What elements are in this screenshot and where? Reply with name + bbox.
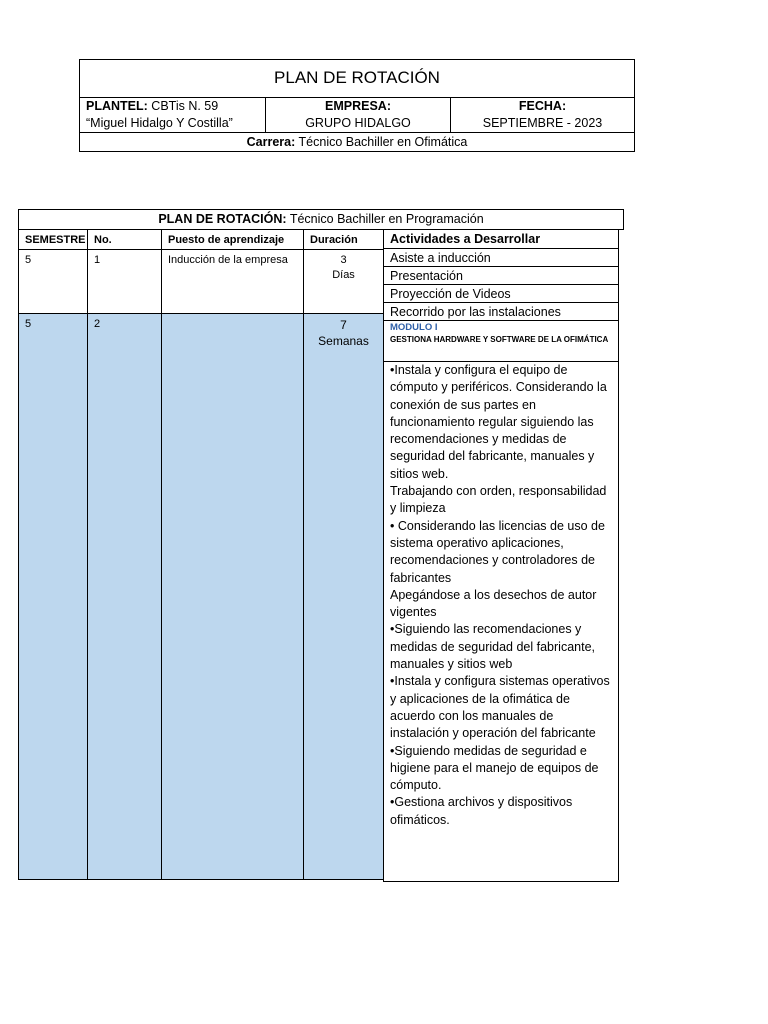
modulo-subtitle: GESTIONA HARDWARE Y SOFTWARE DE LA OFIMÁTICA xyxy=(390,335,609,344)
row1-duracion-cell xyxy=(303,249,384,314)
row2-duracion-cell xyxy=(303,313,384,880)
row1-puesto-cell xyxy=(161,249,304,314)
column-header-label: SEMESTRE xyxy=(25,234,86,246)
activity-item xyxy=(383,266,619,285)
fecha-label: FECHA: xyxy=(518,99,567,113)
document-title: PLAN DE ROTACIÓN xyxy=(274,68,440,87)
row2-puesto-cell xyxy=(161,313,304,880)
carrera-value: Técnico Bachiller en Ofimática xyxy=(298,135,468,149)
activity-text: Recorrido por las instalaciones xyxy=(390,305,561,319)
activity-text: Proyección de Videos xyxy=(390,287,511,301)
column-header-label: No. xyxy=(94,234,112,246)
row2-no: 2 xyxy=(94,318,101,330)
carrera-label: Carrera: xyxy=(246,135,296,149)
column-header-label: Actividades a Desarrollar xyxy=(390,232,541,246)
column-header-puesto xyxy=(161,229,304,250)
plantel-label: PLANTEL: xyxy=(86,99,148,113)
empresa-value: GRUPO HIDALGO xyxy=(305,116,411,130)
modulo-description: •Instala y configura el equipo de cómputo y periféricos. Considerando la conexión de sus partes en funcionamiento regular siguiendo las recomendaciones y medidas de seguridad del fabricante, manuales y sitios web. Trabajando con orden, responsabilidad y limpieza • Considerando las licencias de uso de sistema operativo aplicaciones, recomendaciones y controladores de fabricantes Apegándose a los desechos de autor vigentes •Siguiendo las recomendaciones y medidas de seguridad del fabricante, manuales y sitios web •Instala y configura sistemas operativos y aplicaciones de la ofimática de acuerdo con los manuales de instalación y operación del fabricante •Siguiendo medidas de seguridad e higiene para el manejo de equipos de cómputo. •Gestiona archivos y dispositivos ofimáticos. xyxy=(390,363,610,827)
row1-semestre: 5 xyxy=(25,254,32,266)
modulo-header-cell xyxy=(383,320,619,362)
empresa-cell xyxy=(265,97,451,133)
plantel-value: CBTis N. 59 “Miguel Hidalgo Y Costilla” xyxy=(86,99,233,130)
column-header-semestre xyxy=(18,229,88,250)
fecha-value: SEPTIEMBRE - 2023 xyxy=(482,116,603,130)
row1-puesto: Inducción de la empresa xyxy=(168,254,288,266)
plan-title-cell xyxy=(18,209,624,230)
column-header-no xyxy=(87,229,162,250)
activity-item xyxy=(383,248,619,267)
fecha-cell xyxy=(450,97,635,133)
row1-duracion-unit: Días xyxy=(332,269,355,281)
plan-title-value: Técnico Bachiller en Programación xyxy=(289,212,484,226)
row2-duracion-unit: Semanas xyxy=(318,334,369,348)
carrera-cell xyxy=(79,132,635,152)
row2-semestre-cell xyxy=(18,313,88,880)
empresa-label: EMPRESA: xyxy=(325,99,391,113)
plan-title-label: PLAN DE ROTACIÓN: xyxy=(158,212,287,226)
row1-no: 1 xyxy=(94,254,101,266)
column-header-actividades xyxy=(383,229,619,249)
row2-duracion-number: 7 xyxy=(340,318,347,332)
column-header-label: Puesto de aprendizaje xyxy=(168,234,285,246)
document-title-cell xyxy=(79,59,635,98)
plantel-cell xyxy=(79,97,266,133)
activity-item xyxy=(383,302,619,321)
row1-duracion-number: 3 xyxy=(340,254,347,266)
activity-item xyxy=(383,284,619,303)
modulo-title: MODULO I xyxy=(390,322,438,333)
activity-text: Asiste a inducción xyxy=(390,251,491,265)
modulo-description-cell xyxy=(383,361,619,882)
row1-no-cell xyxy=(87,249,162,314)
row2-no-cell xyxy=(87,313,162,880)
row2-semestre: 5 xyxy=(25,318,32,330)
column-header-duracion xyxy=(303,229,384,250)
column-header-label: Duración xyxy=(310,234,358,246)
activity-text: Presentación xyxy=(390,269,463,283)
row1-semestre-cell xyxy=(18,249,88,314)
